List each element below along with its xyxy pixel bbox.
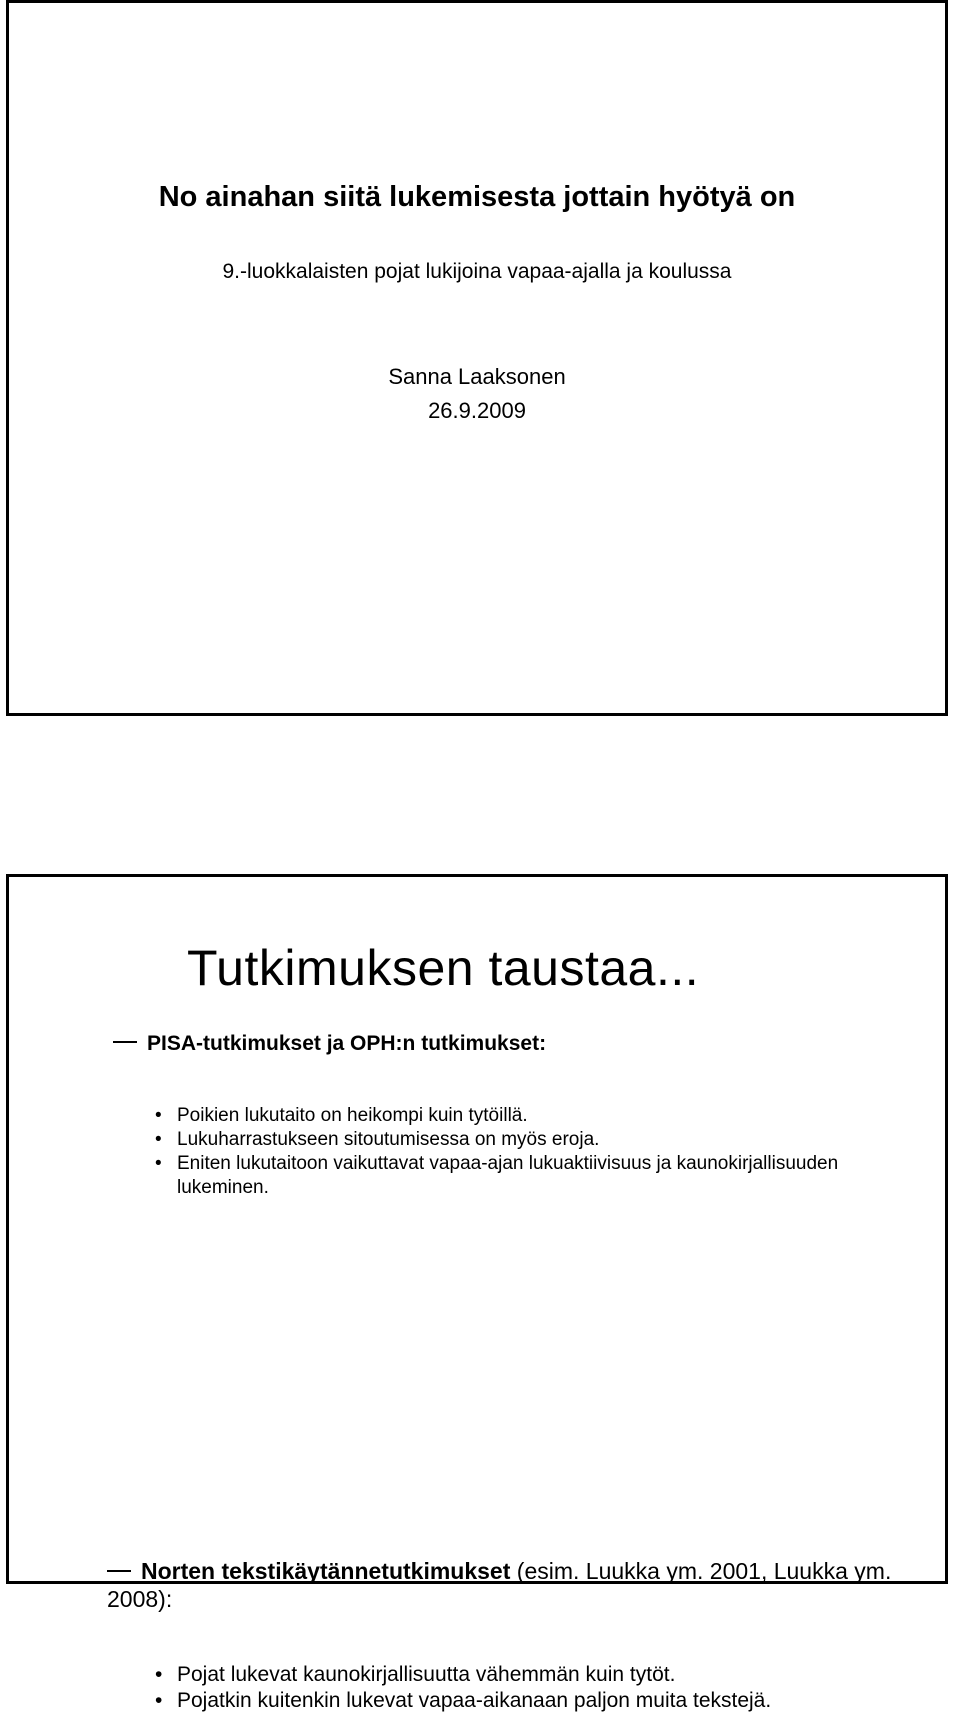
bullet-text: Lukuharrastukseen sitoutumisessa on myös eroja.	[177, 1129, 600, 1150]
dash-marker	[107, 1570, 131, 1572]
list-item	[153, 1128, 893, 1152]
bullet-icon: •	[155, 1129, 162, 1150]
list-item	[153, 1152, 893, 1200]
bullet-icon: •	[155, 1663, 163, 1686]
slide-title: Tutkimuksen taustaa...	[187, 940, 700, 996]
bullet-text: Pojat lukevat kaunokirjallisuutta vähemmän kuin tytöt.	[177, 1663, 676, 1686]
author-block	[9, 360, 945, 428]
dash-marker	[113, 1041, 137, 1043]
norte-bullet-list	[153, 1662, 893, 1714]
presentation-subtitle: 9.-luokkalaisten pojat lukijoina vapaa-ajalla ja koulussa	[222, 260, 732, 283]
bullet-icon: •	[155, 1105, 162, 1126]
background-slide	[6, 874, 948, 1712]
list-item	[153, 1662, 893, 1688]
pisa-bullet-list	[153, 1104, 893, 1200]
presentation-title: No ainahan siitä lukemisesta jottain hyötyä on	[158, 181, 796, 213]
section-heading-rest: (esim. Luukka ym. 2001, Luukka ym. 2008):	[107, 1558, 892, 1612]
bullet-icon: •	[155, 1153, 162, 1174]
author-name: Sanna Laaksonen	[388, 364, 566, 389]
bullet-text: Pojatkin kuitenkin lukevat vapaa-aikanaan paljon muita tekstejä.	[177, 1689, 772, 1712]
list-item	[153, 1104, 893, 1128]
section-heading-bold: Norten tekstikäytännetutkimukset	[141, 1558, 511, 1584]
section-heading-norte	[107, 1557, 907, 1613]
list-item	[153, 1688, 893, 1714]
bullet-text: Poikien lukutaito on heikompi kuin tytöillä.	[177, 1105, 528, 1126]
presentation-date: 26.9.2009	[428, 398, 526, 423]
section-heading-pisa	[113, 1032, 546, 1056]
section-heading-text: PISA-tutkimukset ja OPH:n tutkimukset:	[147, 1032, 547, 1055]
title-slide	[6, 0, 948, 716]
bullet-icon: •	[155, 1689, 163, 1712]
bullet-text: Eniten lukutaitoon vaikuttavat vapaa-ajan lukuaktiivisuus ja kaunokirjallisuuden lukeminen.	[177, 1153, 839, 1198]
